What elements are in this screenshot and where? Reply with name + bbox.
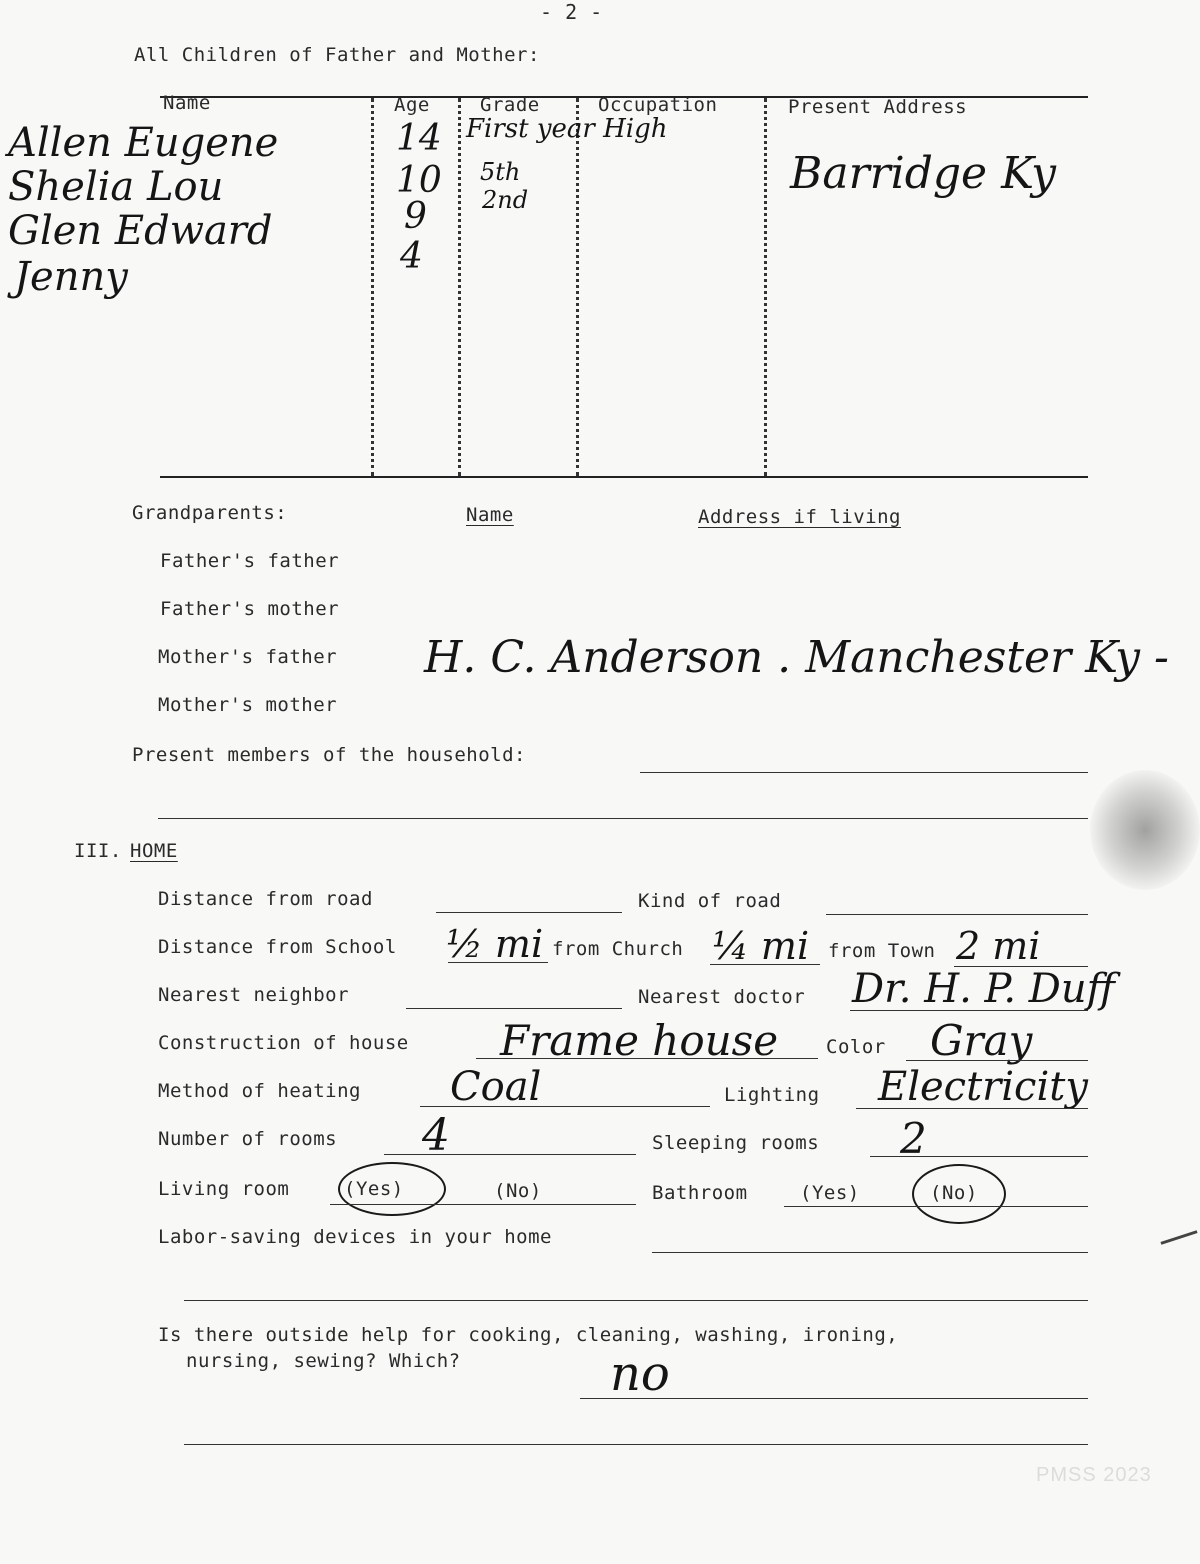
living-room-no: (No) — [494, 1180, 542, 1202]
child-name: Glen Edward — [8, 208, 273, 254]
col-separator — [576, 98, 579, 476]
heating-label: Method of heating — [158, 1080, 361, 1102]
color-value: Gray — [930, 1016, 1033, 1065]
child-name: Shelia Lou — [8, 164, 224, 210]
household-line — [158, 818, 1088, 819]
outside-help-question-line2: nursing, sewing? Which? — [186, 1350, 461, 1372]
lighting-label: Lighting — [724, 1084, 820, 1106]
sleeping-label: Sleeping rooms — [652, 1132, 820, 1154]
living-room-line — [330, 1204, 636, 1205]
rooms-value: 4 — [422, 1110, 450, 1161]
outside-help-question: Is there outside help for cooking, cleaning, washing, ironing, — [158, 1324, 899, 1346]
child-age: 10 — [396, 160, 442, 201]
distance-road-line — [436, 912, 622, 913]
color-line — [906, 1060, 1088, 1061]
nearest-doctor-label: Nearest doctor — [638, 986, 806, 1008]
living-room-yes-circle — [338, 1162, 446, 1216]
children-heading: All Children of Father and Mother: — [134, 44, 540, 66]
child-present-address: Barridge Ky — [790, 148, 1056, 199]
labor-saving-label: Labor-saving devices in your home — [158, 1226, 552, 1248]
distance-school-label: Distance from School — [158, 936, 397, 958]
rooms-line — [384, 1154, 636, 1155]
living-room-label: Living room — [158, 1178, 290, 1200]
col-name-header: Name — [163, 92, 211, 114]
child-grade: 5th — [480, 158, 521, 186]
ink-mark — [1160, 1230, 1197, 1245]
child-age: 4 — [400, 236, 423, 277]
fathers-father-label: Father's father — [160, 550, 340, 572]
neighbor-line — [406, 1008, 622, 1009]
town-distance-value: 2 mi — [956, 924, 1041, 968]
child-name: Jenny — [14, 254, 128, 300]
construction-line — [476, 1058, 818, 1059]
child-age: 14 — [396, 118, 442, 159]
construction-value: Frame house — [500, 1016, 779, 1065]
school-line — [448, 962, 548, 963]
church-distance-value: ¼ mi — [712, 924, 810, 968]
watermark: PMSS 2023 — [1036, 1464, 1152, 1486]
col-address-header: Present Address — [788, 96, 968, 118]
living-room-yes: (Yes) — [344, 1178, 404, 1200]
heating-line — [420, 1106, 710, 1107]
outside-help-line — [580, 1398, 1088, 1399]
col-occupation-header: Occupation — [598, 94, 718, 116]
outside-help-value: no — [610, 1346, 670, 1402]
doctor-line — [850, 1010, 1088, 1011]
lighting-value: Electricity — [878, 1064, 1088, 1110]
outside-help-line — [184, 1444, 1088, 1445]
labor-saving-line — [652, 1252, 1088, 1253]
lighting-line — [856, 1108, 1088, 1109]
bathroom-no-circle — [912, 1164, 1006, 1224]
nearest-neighbor-label: Nearest neighbor — [158, 984, 350, 1006]
heating-value: Coal — [450, 1064, 542, 1110]
mothers-mother-label: Mother's mother — [158, 694, 338, 716]
grandparents-name-header: Name — [466, 504, 514, 526]
school-distance-value: ½ mi — [446, 922, 544, 966]
child-grade: 2nd — [482, 186, 529, 214]
col-separator — [764, 98, 767, 476]
household-line — [640, 772, 1088, 773]
mothers-father-value: H. C. Anderson . Manchester Ky - — [424, 632, 1169, 683]
construction-label: Construction of house — [158, 1032, 409, 1054]
ink-smudge — [1090, 770, 1200, 890]
child-name: Allen Eugene — [8, 120, 279, 166]
col-separator — [371, 98, 374, 476]
nearest-doctor-value: Dr. H. P. Duff — [852, 966, 1115, 1012]
bathroom-yes: (Yes) — [800, 1182, 860, 1204]
kind-road-line — [826, 914, 1088, 915]
grandparents-address-header: Address if living — [698, 506, 901, 528]
rooms-label: Number of rooms — [158, 1128, 338, 1150]
from-church-label: from Church — [552, 938, 684, 960]
church-line — [710, 964, 820, 965]
page-number: - 2 - — [540, 0, 603, 24]
from-town-label: from Town — [828, 940, 936, 962]
household-label: Present members of the household: — [132, 744, 526, 766]
bathroom-no: (No) — [930, 1182, 978, 1204]
child-grade: First year High — [466, 114, 668, 144]
home-heading-number: III. — [74, 840, 122, 862]
col-grade-header: Grade — [480, 94, 540, 116]
bathroom-label: Bathroom — [652, 1182, 748, 1204]
kind-road-label: Kind of road — [638, 890, 782, 912]
color-label: Color — [826, 1036, 886, 1058]
home-heading: HOME — [130, 840, 178, 862]
child-age: 9 — [404, 196, 427, 237]
col-separator — [458, 98, 461, 476]
distance-road-label: Distance from road — [158, 888, 373, 910]
table-bottom-rule — [160, 476, 1088, 478]
labor-saving-line — [184, 1300, 1088, 1301]
sleeping-line — [870, 1156, 1088, 1157]
col-age-header: Age — [394, 94, 430, 116]
fathers-mother-label: Father's mother — [160, 598, 340, 620]
grandparents-heading: Grandparents: — [132, 502, 288, 524]
mothers-father-label: Mother's father — [158, 646, 338, 668]
bathroom-line — [784, 1206, 1088, 1207]
sleeping-value: 2 — [900, 1114, 927, 1163]
